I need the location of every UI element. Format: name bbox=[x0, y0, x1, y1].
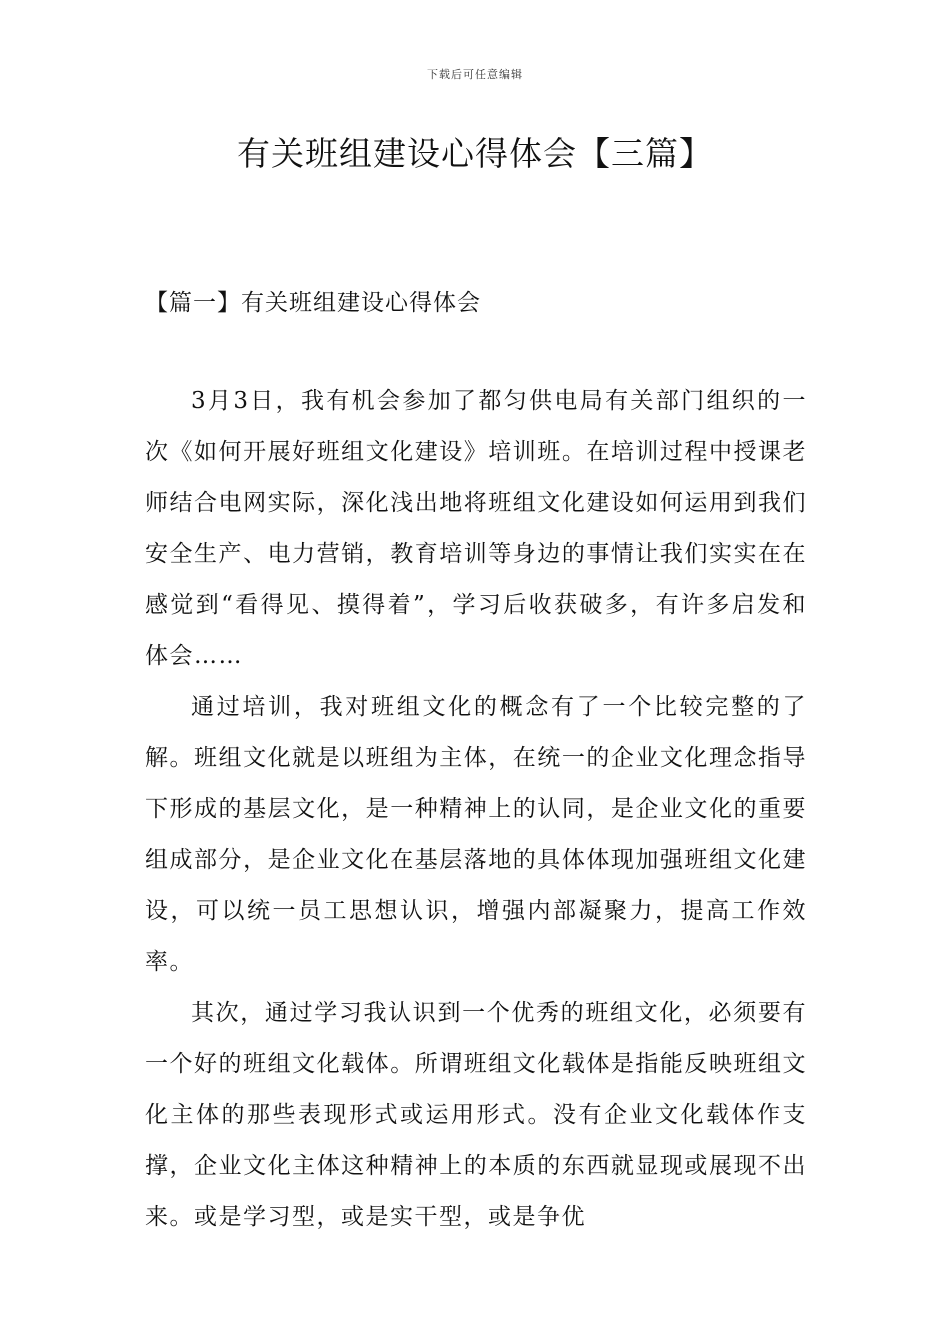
paragraph-2: 通过培训，我对班组文化的概念有了一个比较完整的了解。班组文化就是以班组为主体，在统一的企业文化理念指导下形成的基层文化，是一种精神上的认同，是企业文化的重要组成部分，是企业文化在基层落地的具体体现加强班组文化建设，可以统一员工思想认识，增强内部凝聚力，提高工作效率。 bbox=[145, 694, 807, 975]
section-heading: 【篇一】有关班组建设心得体会 bbox=[145, 290, 481, 316]
document-title: 有关班组建设心得体会【三篇】 bbox=[237, 134, 713, 173]
document-body bbox=[145, 376, 807, 1243]
paragraph-3: 其次，通过学习我认识到一个优秀的班组文化，必须要有一个好的班组文化载体。所谓班组文化载体是指能反映班组文化主体的那些表现形式或运用形式。没有企业文化载体作支撑，企业文化主体这种精神上的本质的东西就显现或展现不出来。或是学习型，或是实干型，或是争优 bbox=[145, 1000, 807, 1230]
header-note: 下载后可任意编辑 bbox=[427, 68, 523, 81]
paragraph-1: 3月3日，我有机会参加了都匀供电局有关部门组织的一次《如何开展好班组文化建设》培训班。在培训过程中授课老师结合电网实际，深化浅出地将班组文化建设如何运用到我们安全生产、电力营销，教育培训等身边的事情让我们实实在在感觉到“看得见、摸得着”，学习后收获破多，有许多启发和体会…… bbox=[145, 388, 807, 669]
